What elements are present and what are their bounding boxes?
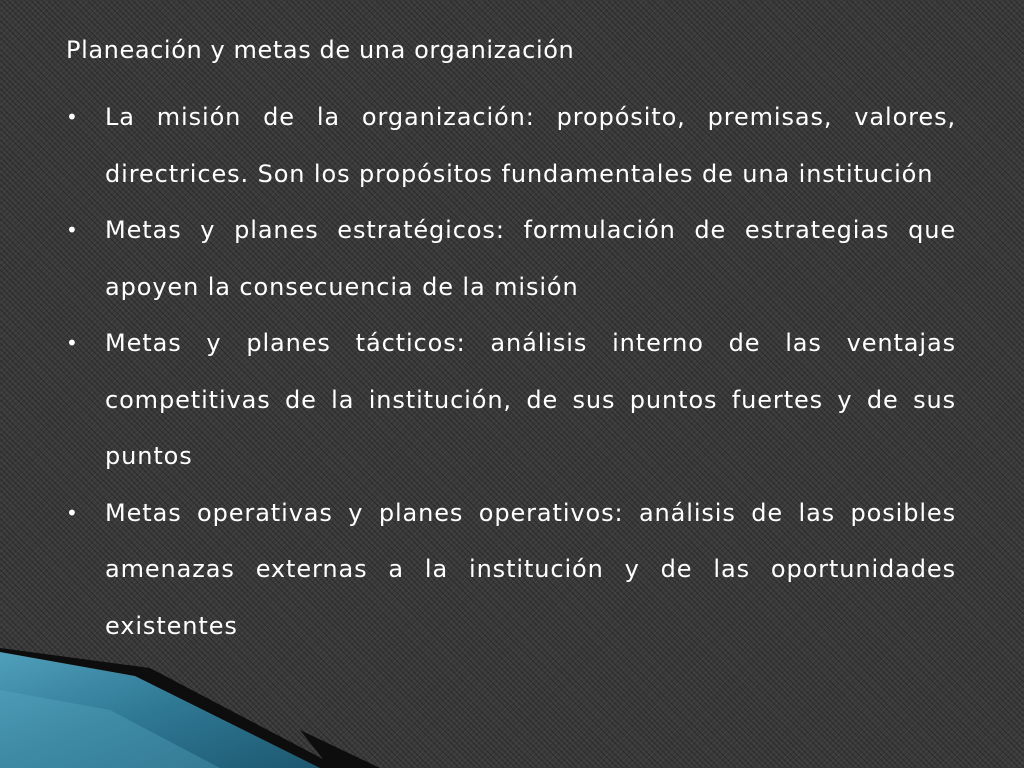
- bullet-list: [66, 89, 956, 654]
- bullet-item: [66, 485, 956, 655]
- teal-swoosh-shape: [0, 652, 320, 768]
- teal-highlight-shape: [0, 690, 220, 768]
- slide-title: Planeación y metas de una organización: [66, 36, 575, 64]
- bullet-text: Metas y planes estratégicos: formulación de estrategias que apoyen la consecuencia de la misión: [105, 216, 956, 301]
- slide-content: [66, 28, 956, 654]
- bullet-text: Metas operativas y planes operativos: análisis de las posibles amenazas externas a la institución y de las oportunidades existentes: [105, 498, 956, 640]
- bullet-marker: •: [66, 500, 79, 525]
- dark-swoosh-shape: [0, 648, 340, 768]
- bullet-text: Metas y planes tácticos: análisis interno de las ventajas competitivas de la institución, de sus puntos fuertes y de sus puntos: [105, 329, 956, 470]
- dark-wedge-shape: [300, 730, 380, 768]
- bullet-marker: •: [66, 331, 79, 355]
- bullet-marker: •: [66, 105, 79, 129]
- bullet-item: [66, 315, 956, 485]
- bullet-item: [66, 202, 956, 315]
- bullet-item: [66, 89, 956, 202]
- bullet-text: La misión de la organización: propósito, premisas, valores, directrices. Son los propósitos fundamentales de una institución: [105, 103, 956, 188]
- bullet-marker: •: [66, 218, 79, 242]
